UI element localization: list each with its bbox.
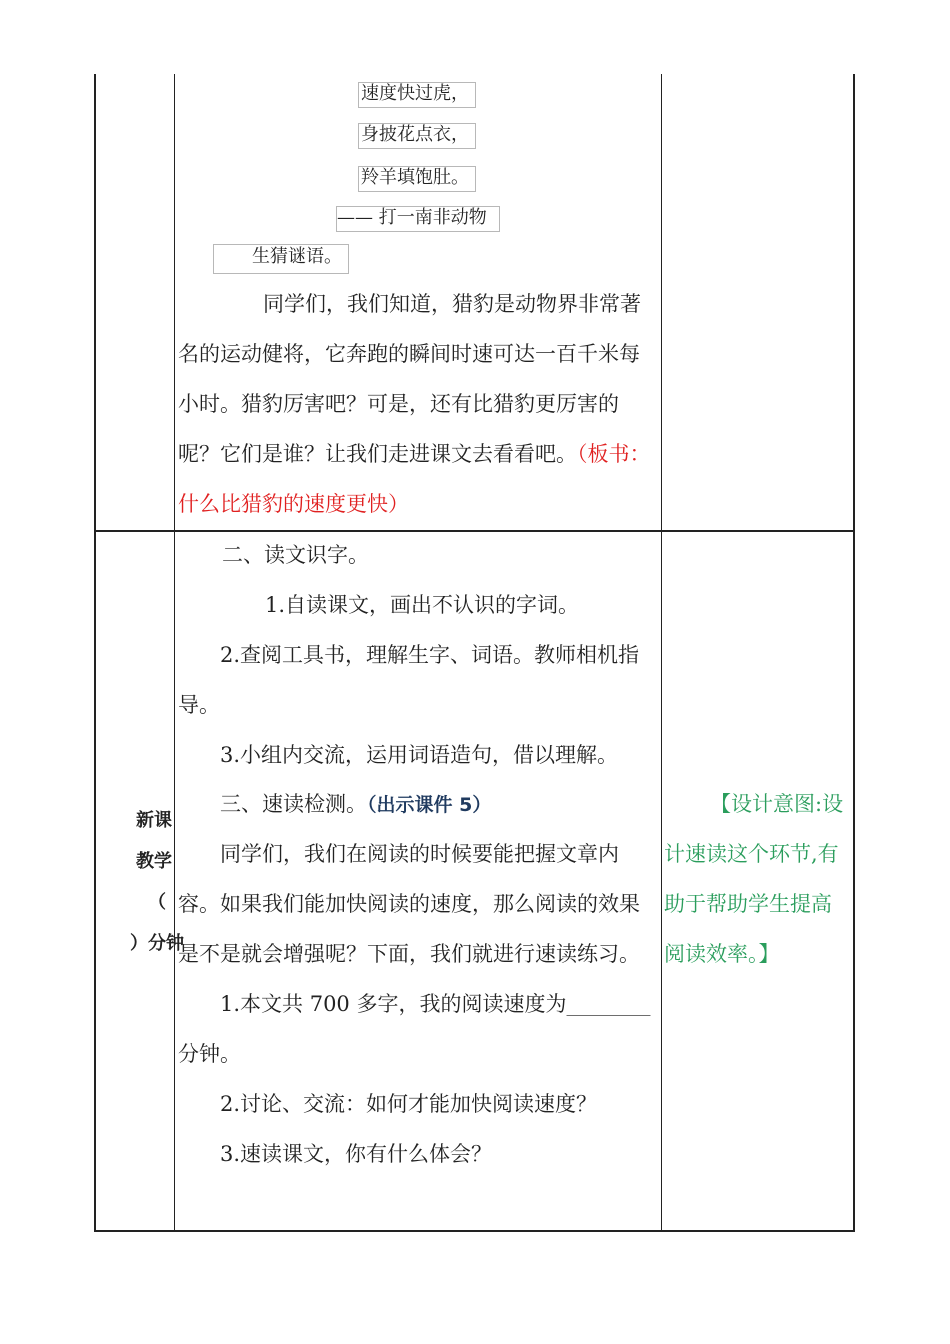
section2-item-2a: 2.查阅工具书，理解生字、词语。教师相机指 [220, 643, 640, 667]
section-label-line-1: 新课 [136, 810, 172, 831]
intro-line-4-text: 呢？它们是谁？让我们走进课文去看看吧。 [178, 442, 577, 466]
section2-item-3: 3.小组内交流，运用词语造句，借以理解。 [220, 743, 619, 767]
table-left-border [94, 74, 96, 1232]
section2-title: 二、读文识字。 [222, 543, 369, 567]
intro-line-2: 名的运动健将，它奔跑的瞬间时速可达一百千米每 [178, 342, 640, 366]
section3-paragraph-line-3: 是不是就会增强呢？下面，我们就进行速读练习。 [178, 942, 640, 966]
section3-paragraph-line-1: 同学们，我们在阅读的时候要能把握文章内 [220, 842, 619, 866]
answer-blank: ________ [566, 992, 651, 1016]
question-2: 2.讨论、交流：如何才能加快阅读速度？ [220, 1092, 598, 1116]
section-label-line-2: 教学 [136, 851, 172, 872]
table-bottom-border [94, 1230, 855, 1232]
design-note-line-3: 助于帮助学生提高 [664, 892, 832, 916]
column-divider-1 [174, 74, 175, 1232]
section-label-line-3: （ [148, 892, 166, 913]
riddle-answer-hint: —— 打一南非动物 [337, 207, 487, 228]
section3-paragraph-line-2: 容。如果我们能加快阅读的速度，那么阅读的效果 [178, 892, 640, 916]
question-1-unit: 分钟。 [178, 1042, 241, 1066]
riddle-instruction: 生猜谜语。 [252, 246, 342, 267]
board-note-start: （板书： [577, 442, 651, 466]
board-note-end: 什么比猎豹的速度更快） [178, 492, 409, 516]
intro-line-4 [178, 440, 651, 468]
design-note-line-1: 【设计意图:设 [710, 792, 844, 816]
section3-title: 三、速读检测。 [220, 792, 367, 816]
question-1-text: 1.本文共 700 多字，我的阅读速度为 [220, 992, 567, 1016]
design-note-line-2: 计速读这个环节,有 [664, 842, 839, 866]
courseware-note: （出示课件 5） [367, 794, 492, 816]
section3-title-line [220, 790, 491, 819]
intro-line-3: 小时。猎豹厉害吧？可是，还有比猎豹更厉害的 [178, 392, 619, 416]
riddle-line-2: 身披花点衣， [361, 124, 469, 145]
design-note-line-4: 阅读效率。】 [664, 942, 780, 966]
intro-line-1: 同学们，我们知道，猎豹是动物界非常著 [263, 292, 641, 316]
riddle-line-1: 速度快过虎， [361, 83, 469, 104]
table-right-border [853, 74, 855, 1232]
section-label-line-4: ）分钟 [130, 933, 184, 954]
row-divider [94, 530, 855, 532]
riddle-line-3: 羚羊填饱肚。 [361, 167, 469, 188]
question-1-line [220, 990, 650, 1018]
question-3: 3.速读课文，你有什么体会？ [220, 1142, 493, 1166]
section2-item-1: 1.自读课文，画出不认识的字词。 [265, 593, 580, 617]
column-divider-2 [661, 74, 662, 1232]
section2-item-2b: 导。 [178, 693, 220, 717]
